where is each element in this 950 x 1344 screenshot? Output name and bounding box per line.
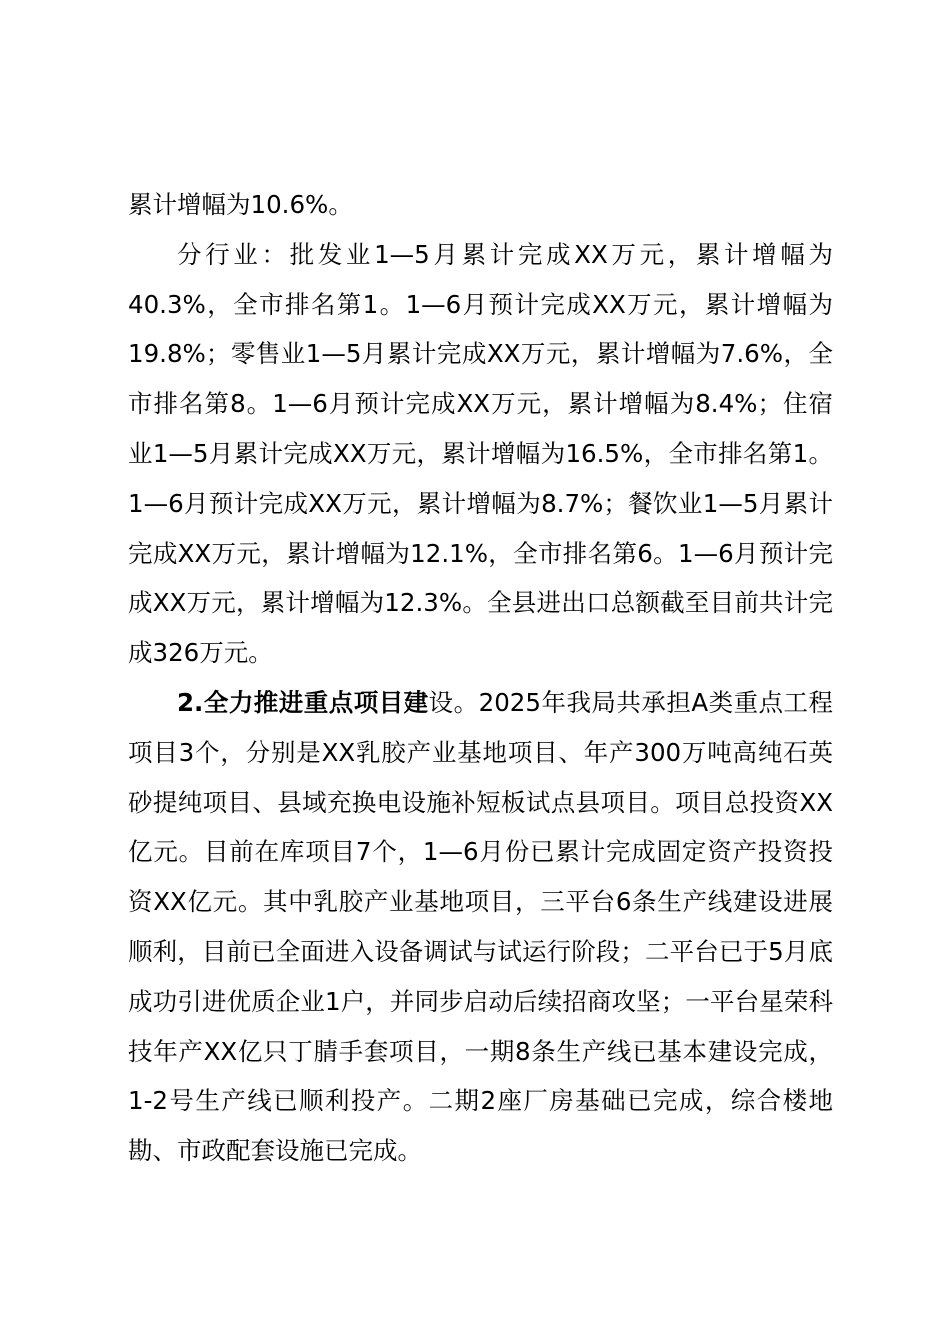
paragraph-continuation: 累计增幅为10.6%。 <box>128 190 353 219</box>
section-heading: 2.全力推进重点项目建 <box>177 687 429 717</box>
section-body-text: 设。2025年我局共承担A类重点工程项目3个，分别是XX乳胶产业基地项目、年产300万吨高纯石英砂提纯项目、县域充换电设施补短板试点县项目。项目总投资XX亿元。目前在库项目7个，1—6月份已累计完成固定资产投资投资XX亿元。其中乳胶产业基地项目，三平台6条生产线建设进展顺利，目前已全面进入设备调试与试运行阶段；二平台已于5月底成功引进优质企业1户，并同步启动后续招商攻坚；一平台星荣科技年产XX亿只丁腈手套项目，一期8条生产线已基本建设完成，1-2号生产线已顺利投产。二期2座厂房基础已完成，综合楼地勘、市政配套设施已完成。 <box>128 687 834 1166</box>
document-body <box>128 180 833 1176</box>
paragraph-key-projects <box>128 678 833 1176</box>
paragraph-industry-breakdown: 分行业：批发业1—5月累计完成XX万元，累计增幅为40.3%，全市排名第1。1—6月预计完成XX万元，累计增幅为19.8%；零售业1—5月累计完成XX万元，累计增幅为7.6%，全市排名第8。1—6月预计完成XX万元，累计增幅为8.4%；住宿业1—5月累计完成XX万元，累计增幅为16.5%，全市排名第1。1—6月预计完成XX万元，累计增幅为8.7%；餐饮业1—5月累计完成XX万元，累计增幅为12.1%，全市排名第6。1—6月预计完成XX万元，累计增幅为12.3%。全县进出口总额截至目前共计完成326万元。 <box>128 239 833 668</box>
